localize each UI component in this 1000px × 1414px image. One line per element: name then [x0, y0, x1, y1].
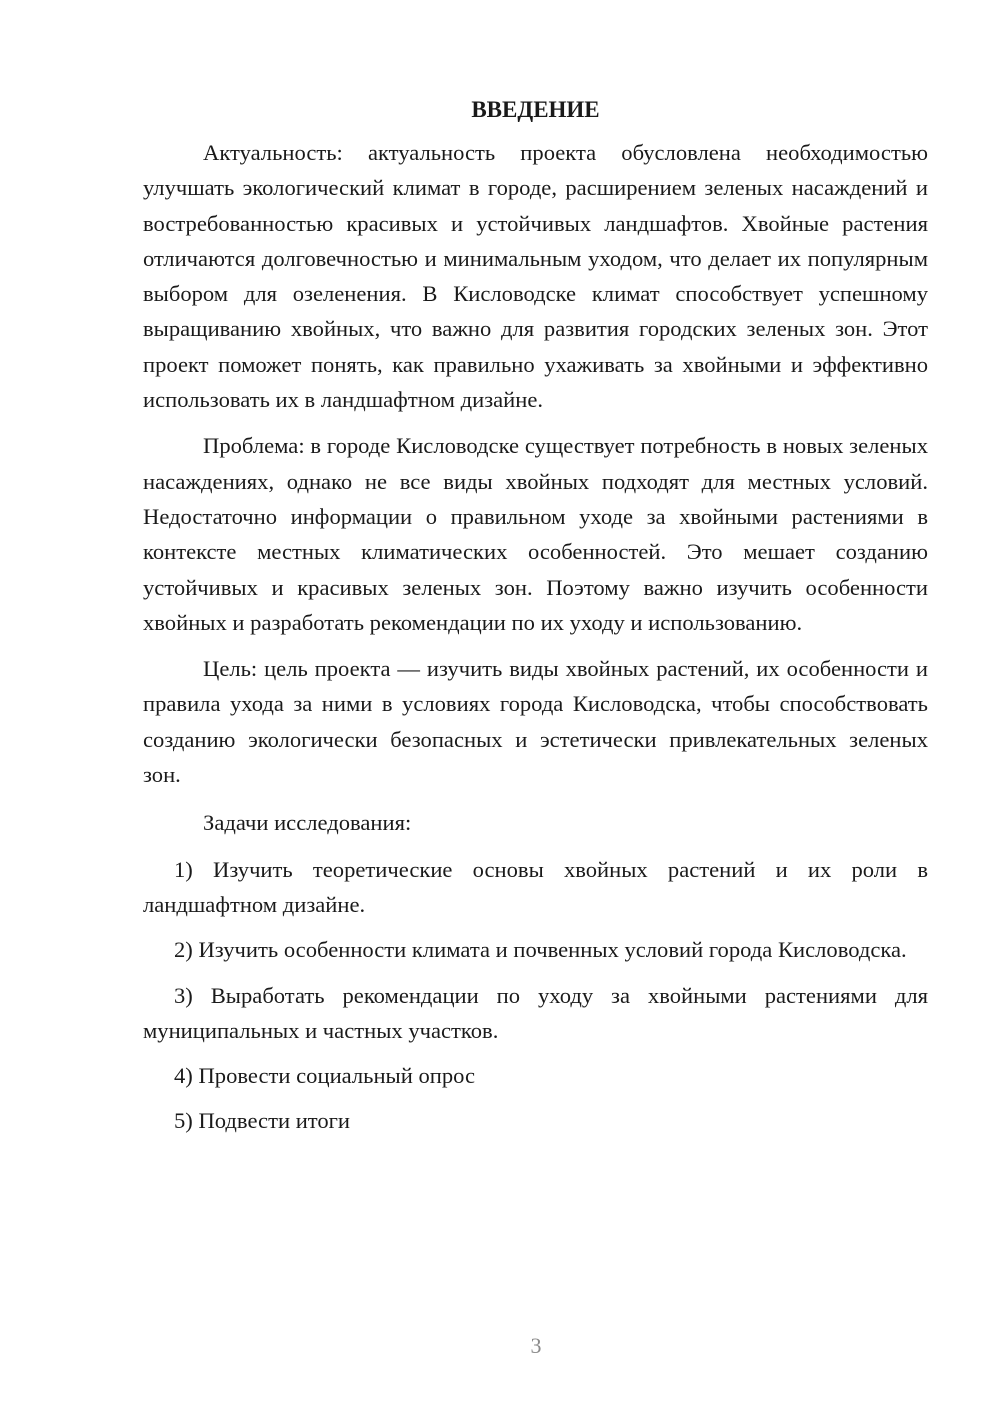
task-item: 4) Провести социальный опрос: [174, 1063, 476, 1089]
problem-paragraph: Проблема: в городе Кисловодске существует потребность в новых зеленых насаждениях, однако не все виды хвойных подходят для местных условий. Недостаточно информации о правильном уходе за хвойными растениями в контексте местных климатических особенностей. Это мешает созданию устойчивых и красивых зеленых зон. Поэтому важно изучить особенности хвойных и разработать рекомендации по их уходу и использованию.: [143, 433, 928, 635]
goal-paragraph: Цель: цель проекта — изучить виды хвойных растений, их особенности и правила ухода за ними в условиях города Кисловодска, чтобы способствовать созданию экологически безопасных и эстетически привлекательных зеленых зон.: [143, 656, 928, 788]
tasks-title: Задачи исследования:: [203, 810, 412, 836]
tasks-list: [143, 852, 928, 1139]
task-item: 3) Выработать рекомендации по уходу за хвойными растениями для муниципальных и частных участков.: [143, 982, 928, 1043]
relevance-paragraph: Актуальность: актуальность проекта обусловлена необходимостью улучшать экологический климат в городе, расширением зеленых насаждений и востребованностью красивых и устойчивых ландшафтов. Хвойные растения отличаются долговечностью и минимальным уходом, что делает их популярным выбором для озеленения. В Кисловодске климат способствует успешному выращиванию хвойных, что важно для развития городских зеленых зон. Этот проект поможет понять, как правильно ухаживать за хвойными и эффективно использовать их в ландшафтном дизайне.: [143, 140, 928, 413]
task-item: 2) Изучить особенности климата и почвенных условий города Кисловодска.: [174, 937, 907, 963]
section-heading: ВВЕДЕНИЕ: [471, 97, 600, 122]
document-page: [143, 95, 928, 1149]
task-item: 5) Подвести итоги: [174, 1108, 351, 1134]
task-item: 1) Изучить теоретические основы хвойных растений и их роли в ландшафтном дизайне.: [143, 856, 928, 917]
page-number: 3: [530, 1333, 542, 1358]
